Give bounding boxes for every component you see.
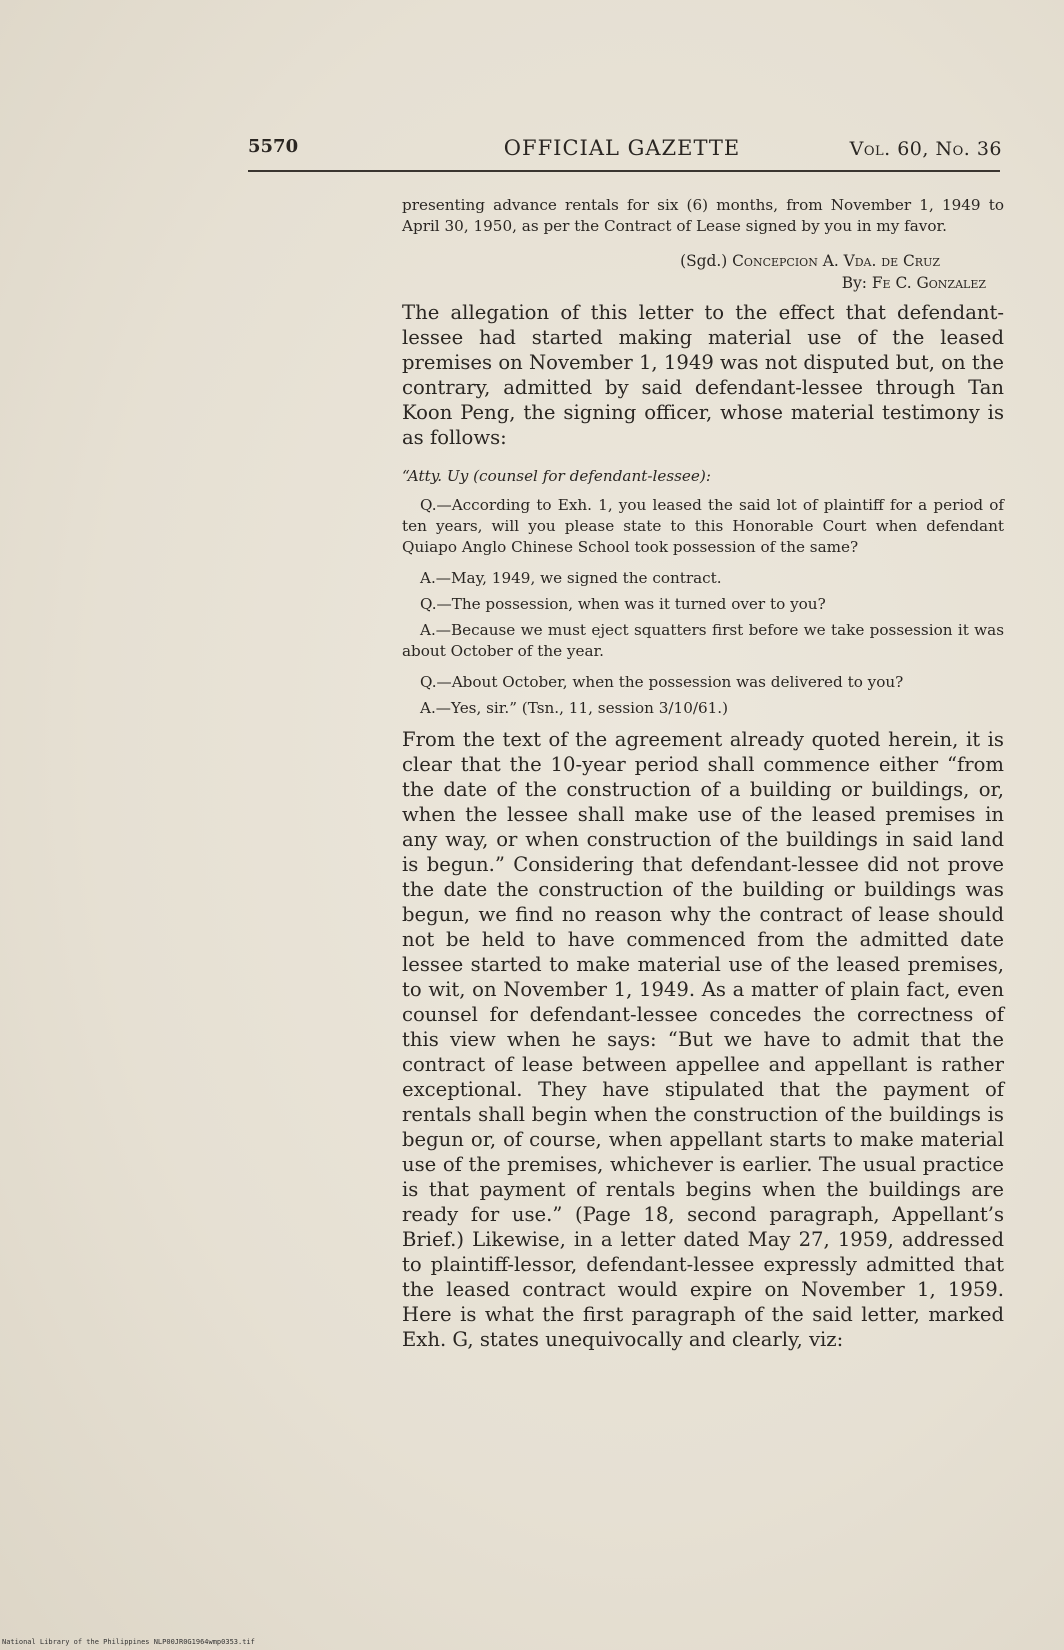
- page-number: 5570: [248, 136, 299, 157]
- signature-prefix: (Sgd.): [680, 252, 728, 270]
- testimony-question-2: Q.—The possession, when was it turned over to you?: [420, 595, 826, 613]
- by-name: Fe C. Gonzalez: [871, 274, 986, 292]
- publication-title: OFFICIAL GAZETTE: [503, 136, 741, 160]
- volume-number: Vol. 60, No. 36: [849, 138, 1002, 160]
- by-line: [402, 272, 986, 294]
- quoted-letter-text: presenting advance rentals for six (6) months, from November 1, 1949 to April 30, 1950, as per the Contract of Lease signed by you in my favor.: [402, 196, 1004, 235]
- scan-footer-note: National Library of the Philippines NLP00JR0G1964wmp0353.tif: [2, 1638, 255, 1646]
- signature-line: [402, 250, 940, 272]
- testimony-answer-2: A.—Because we must eject squatters first before we take possession it was about October of the year.: [402, 621, 1004, 660]
- page-body: [402, 195, 1004, 1352]
- testimony-answer-1: A.—May, 1949, we signed the contract.: [420, 569, 722, 587]
- testimony-counsel-line: “Atty. Uy (counsel for defendant-lessee):: [402, 467, 711, 485]
- signatory-name: Concepcion A. Vda. de Cruz: [732, 252, 940, 270]
- page-header: [248, 134, 1004, 168]
- testimony-question-1: Q.—According to Exh. 1, you leased the said lot of plaintiff for a period of ten years, will you please state to this Honorable Court when defendant Quiapo Anglo Chinese School took possession of the same?: [402, 496, 1004, 556]
- header-rule: [248, 170, 1000, 172]
- allegation-paragraph: The allegation of this letter to the effect that defendant-lessee had started making material use of the leased premises on November 1, 1949 was not disputed but, on the contrary, admitted by said defendant-lessee through Tan Koon Peng, the signing officer, whose material testimony is as follows:: [402, 301, 1004, 449]
- testimony-question-3: Q.—About October, when the possession was delivered to you?: [420, 673, 904, 691]
- by-prefix: By:: [841, 274, 867, 292]
- main-paragraph: From the text of the agreement already quoted herein, it is clear that the 10-year period shall commence either “from the date of the construction of a building or buildings, or, when the lessee shall make use of the leased premises in any way, or when construction of the buildings in said land is begun.” Considering that defendant-lessee did not prove the date the construction of the building or buildings was begun, we find no reason why the contract of lease should not be held to have commenced from the admitted date lessee started to make material use of the leased premises, to wit, on November 1, 1949. As a matter of plain fact, even counsel for defendant-lessee concedes the correctness of this view when he says: “But we have to admit that the contract of lease between appellee and appellant is rather exceptional. They have stipulated that the payment of rentals shall begin when the construction of the buildings is begun or, of course, when appellant starts to make material use of the premises, whichever is earlier. The usual practice is that payment of rentals begins when the buildings are ready for use.” (Page 18, second paragraph, Appellant’s Brief.) Likewise, in a letter dated May 27, 1959, addressed to plaintiff-lessor, defendant-lessee expressly admitted that the leased contract would expire on November 1, 1959. Here is what the first paragraph of the said letter, marked Exh. G, states unequivocally and clearly, viz:: [402, 728, 1004, 1351]
- testimony-answer-3: A.—Yes, sir.” (Tsn., 11, session 3/10/61.): [420, 699, 729, 717]
